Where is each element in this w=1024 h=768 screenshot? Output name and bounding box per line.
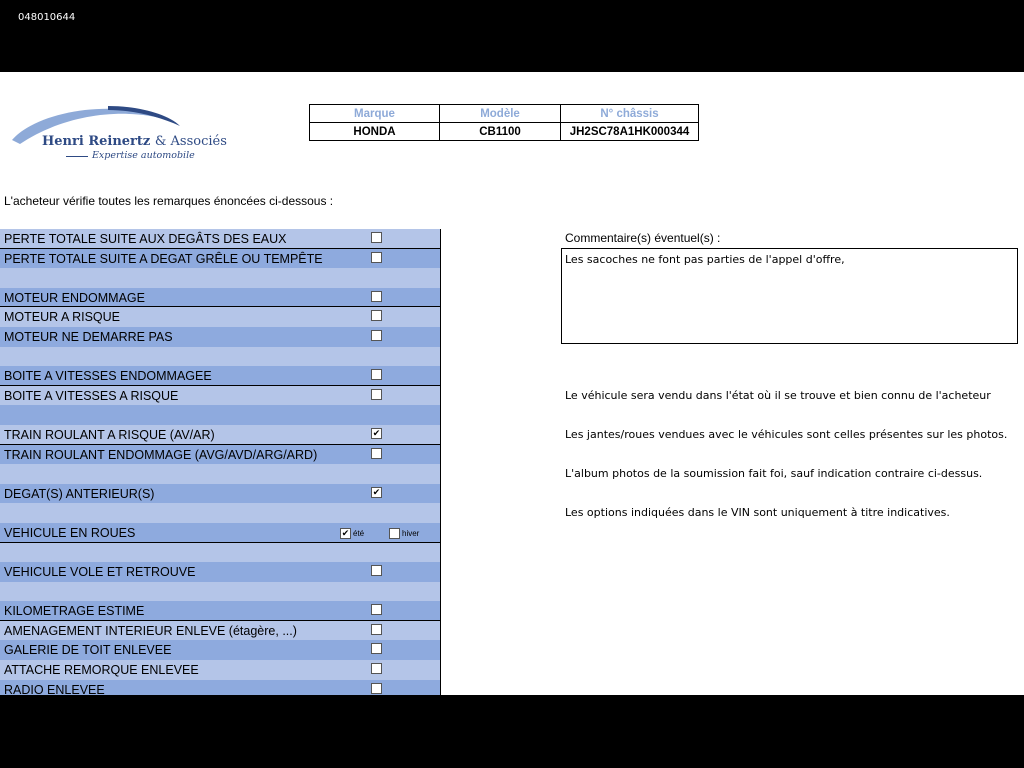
checklist-row xyxy=(0,425,440,445)
checklist-checkbox[interactable] xyxy=(371,310,382,321)
checklist-spacer xyxy=(0,464,440,484)
checklist-checkbox[interactable] xyxy=(371,330,382,341)
damage-checklist xyxy=(0,229,441,695)
wheel-option-label: hiver xyxy=(402,528,420,538)
wheel-option-checkbox[interactable]: ✔ xyxy=(341,527,350,538)
checklist-spacer xyxy=(0,582,440,602)
document-page xyxy=(0,72,1024,695)
document-id: 048010644 xyxy=(18,12,76,23)
checklist-row xyxy=(0,484,440,504)
checklist-checkbox[interactable] xyxy=(371,604,382,615)
checklist-label: RADIO ENLEVEE xyxy=(4,682,105,695)
checklist-label: BOITE A VITESSES A RISQUE xyxy=(4,388,179,403)
checklist-row xyxy=(0,327,440,347)
checklist-spacer xyxy=(0,268,440,288)
checklist-label: MOTEUR NE DEMARRE PAS xyxy=(4,329,173,344)
checklist-row xyxy=(0,229,440,249)
checklist-label: VEHICULE EN ROUES xyxy=(4,525,136,540)
checklist-spacer xyxy=(0,543,440,563)
value-model: CB1100 xyxy=(440,123,561,141)
checklist-checkbox[interactable]: ✔ xyxy=(372,427,381,438)
checklist-label: TRAIN ROULANT A RISQUE (AV/AR) xyxy=(4,427,215,442)
note-line: Le véhicule sera vendu dans l'état où il se trouve et bien connu de l'acheteur xyxy=(565,389,991,402)
checklist-row xyxy=(0,445,440,465)
logo-name: Henri Reinertz & Associés xyxy=(42,134,227,149)
value-brand: HONDA xyxy=(310,123,440,141)
checklist-row xyxy=(0,307,440,327)
checklist-checkbox[interactable] xyxy=(371,369,382,380)
checklist-row xyxy=(0,680,440,695)
checklist-spacer xyxy=(0,503,440,523)
intro-text: L'acheteur vérifie toutes les remarques énoncées ci-dessous : xyxy=(4,194,334,208)
logo-subtitle: Expertise automobile xyxy=(92,150,195,161)
checklist-label: AMENAGEMENT INTERIEUR ENLEVE (étagère, ...) xyxy=(4,623,297,638)
vehicle-info-table xyxy=(309,104,699,141)
checklist-checkbox[interactable] xyxy=(371,663,382,674)
checklist-row xyxy=(0,640,440,660)
checklist-label: TRAIN ROULANT ENDOMMAGE (AVG/AVD/ARG/ARD) xyxy=(4,447,318,462)
checklist-checkbox[interactable] xyxy=(371,291,382,302)
checklist-row xyxy=(0,366,440,386)
checklist-checkbox[interactable]: ✔ xyxy=(372,486,381,497)
checklist-label: GALERIE DE TOIT ENLEVEE xyxy=(4,643,172,658)
checklist-row xyxy=(0,660,440,680)
checklist-spacer xyxy=(0,405,440,425)
note-line: Les options indiquées dans le VIN sont uniquement à titre indicatives. xyxy=(565,506,950,519)
checklist-label: PERTE TOTALE SUITE A DEGAT GRÊLE OU TEMPÊTE xyxy=(4,251,323,266)
checklist-row xyxy=(0,621,440,641)
header-model: Modèle xyxy=(440,105,561,123)
checklist-row xyxy=(0,386,440,406)
checklist-checkbox[interactable] xyxy=(371,683,382,694)
wheel-option-checkbox[interactable] xyxy=(389,528,400,539)
checklist-label: ATTACHE REMORQUE ENLEVEE xyxy=(4,663,199,678)
checklist-label: VEHICULE VOLE ET RETROUVE xyxy=(4,565,196,580)
comment-box[interactable]: Les sacoches ne font pas parties de l'appel d'offre, xyxy=(561,248,1018,344)
checklist-label: BOITE A VITESSES ENDOMMAGEE xyxy=(4,369,212,384)
note-line: Les jantes/roues vendues avec le véhicules sont celles présentes sur les photos. xyxy=(565,428,1008,441)
note-line: L'album photos de la soumission fait foi, sauf indication contraire ci-dessus. xyxy=(565,467,983,480)
header-brand: Marque xyxy=(310,105,440,123)
checklist-spacer xyxy=(0,347,440,367)
checklist-label: KILOMETRAGE ESTIME xyxy=(4,604,145,619)
checklist-checkbox[interactable] xyxy=(371,252,382,263)
checklist-label: MOTEUR ENDOMMAGE xyxy=(4,290,145,305)
checklist-row xyxy=(0,523,440,543)
value-chassis: JH2SC78A1HK000344 xyxy=(561,123,699,141)
logo-divider xyxy=(66,156,88,157)
checklist-checkbox[interactable] xyxy=(371,448,382,459)
checklist-checkbox[interactable] xyxy=(371,565,382,576)
terms-notes xyxy=(565,389,1007,545)
checklist-row xyxy=(0,249,440,269)
company-logo xyxy=(8,100,227,170)
checklist-label: PERTE TOTALE SUITE AUX DEGÂTS DES EAUX xyxy=(4,232,287,246)
wheel-option-label: été xyxy=(353,528,365,538)
checklist-checkbox[interactable] xyxy=(371,389,382,400)
checklist-label: DEGAT(S) ANTERIEUR(S) xyxy=(4,486,155,501)
header-chassis: N° châssis xyxy=(561,105,699,123)
checklist-checkbox[interactable] xyxy=(371,643,382,654)
checklist-row xyxy=(0,601,440,621)
checklist-row xyxy=(0,562,440,582)
comment-label: Commentaire(s) éventuel(s) : xyxy=(565,231,721,245)
checklist-checkbox[interactable] xyxy=(371,624,382,635)
checklist-label: MOTEUR A RISQUE xyxy=(4,310,120,325)
checklist-row xyxy=(0,288,440,308)
checklist-checkbox[interactable] xyxy=(371,232,382,243)
